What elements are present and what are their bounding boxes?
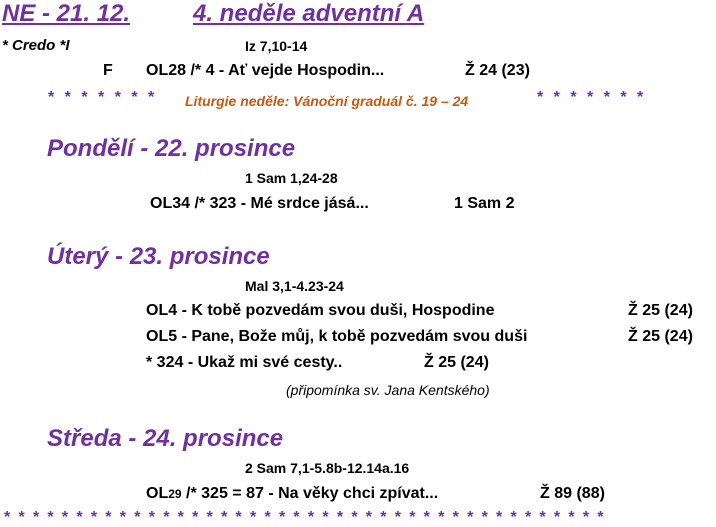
footer-stars: * * * * * * * * * * * * * * * * * * * * * * * * * * * * * * * * * * * * * * * * * * xyxy=(4,509,606,526)
monday-song: OL34 /* 323 - Mé srdce jásá... xyxy=(150,195,369,212)
monday-title: Pondělí - 22. prosince xyxy=(47,135,296,162)
sunday-psalm: Ž 24 (23) xyxy=(465,62,530,79)
wednesday-song-number: 29 xyxy=(168,487,182,501)
tuesday-song-1: OL4 - K tobě pozvedám svou duši, Hospodine xyxy=(146,302,495,319)
wednesday-psalm: Ž 89 (88) xyxy=(540,485,605,502)
tuesday-psalm-1: Ž 25 (24) xyxy=(628,302,693,319)
tuesday-note: (připomínka sv. Jana Kentského) xyxy=(286,382,490,398)
credo: * Credo *I xyxy=(2,37,70,54)
liturgy-note: Liturgie neděle: Vánoční graduál č. 19 – 24 xyxy=(185,93,469,109)
tuesday-song-2: OL5 - Pane, Bože můj, k tobě pozvedám svou duši xyxy=(146,328,528,345)
sunday-letter: F xyxy=(103,62,113,79)
wednesday-song xyxy=(146,485,438,503)
header-code: NE - 21. 12. xyxy=(2,0,131,27)
wednesday-song-prefix: OL xyxy=(146,485,169,502)
sunday-song: OL28 /* 4 - Ať vejde Hospodin... xyxy=(146,62,385,79)
monday-reading: 1 Sam 1,24-28 xyxy=(245,170,338,186)
tuesday-song-3: * 324 - Ukaž mi své cesty.. xyxy=(146,354,343,371)
tuesday-psalm-3: Ž 25 (24) xyxy=(424,354,489,371)
stars-left: * * * * * * * xyxy=(48,89,158,106)
header-title: 4. neděle adventní A xyxy=(193,0,425,27)
stars-right: * * * * * * * xyxy=(537,89,647,106)
tuesday-psalm-2: Ž 25 (24) xyxy=(628,328,693,345)
wednesday-title: Středa - 24. prosince xyxy=(47,425,284,452)
tuesday-title: Úterý - 23. prosince xyxy=(47,243,270,270)
wednesday-song-rest: /* 325 = 87 - Na věky chci zpívat... xyxy=(181,485,439,502)
monday-psalm: 1 Sam 2 xyxy=(454,195,515,212)
wednesday-reading: 2 Sam 7,1-5.8b-12.14a.16 xyxy=(245,460,410,476)
tuesday-reading: Mal 3,1-4.23-24 xyxy=(245,278,344,294)
sunday-reading: Iz 7,10-14 xyxy=(245,38,308,54)
